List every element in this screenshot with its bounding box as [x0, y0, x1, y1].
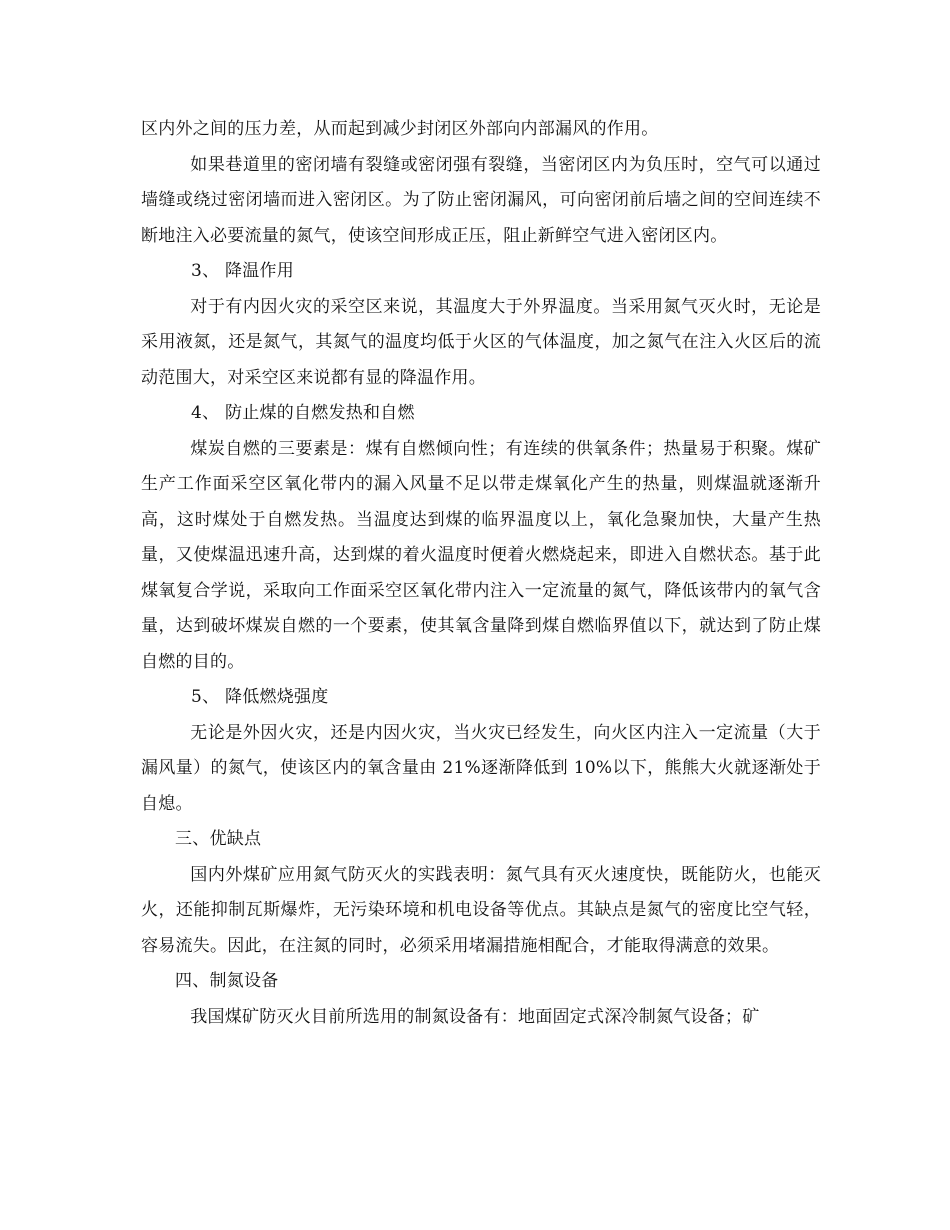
- paragraph-sealed-wall-leakage: 如果巷道里的密闭墙有裂缝或密闭强有裂缝，当密闭区内为负压时，空气可以通过墙缝或绕过密闭墙而进入密闭区。为了防止密闭漏风，可向密闭前后墙之间的空间连续不断地注入必要流量的氮气，使该空间形成正压，阻止新鲜空气进入密闭区内。: [141, 154, 821, 246]
- heading-reduce-combustion-intensity: 5、 降低燃烧强度: [191, 687, 329, 707]
- paragraph-cooling-effect: 对于有内因火灾的采空区来说，其温度大于外界温度。当采用氮气灭火时，无论是采用液氮，还是氮气，其氮气的温度均低于火区的气体温度，加之氮气在注入火区后的流动范围大，对采空区来说都有显的降温作用。: [141, 296, 821, 388]
- heading-nitrogen-equipment: 四、制氮设备: [175, 971, 279, 991]
- paragraph-pressure-difference: 区内外之间的压力差，从而起到减少封闭区外部向内部漏风的作用。: [141, 119, 659, 139]
- paragraph-advantages-disadvantages: 国内外煤矿应用氮气防灭火的实践表明：氮气具有灭火速度快，既能防火，也能灭火，还能抑制瓦斯爆炸，无污染环境和机电设备等优点。其缺点是氮气的密度比空气轻，容易流失。因此，在注氮的同时，必须采用堵漏措施相配合，才能取得满意的效果。: [141, 864, 821, 956]
- paragraph-nitrogen-equipment: 我国煤矿防灭火目前所选用的制氮设备有：地面固定式深冷制氮气设备；矿: [190, 1006, 760, 1027]
- heading-cooling-effect: 3、 降温作用: [191, 261, 294, 281]
- heading-prevent-spontaneous-combustion: 4、 防止煤的自燃发热和自燃: [191, 403, 415, 423]
- heading-advantages-disadvantages: 三、优缺点: [175, 829, 262, 849]
- paragraph-spontaneous-combustion: 煤炭自燃的三要素是：煤有自燃倾向性；有连续的供氧条件；热量易于积聚。煤矿生产工作面采空区氧化带内的漏入风量不足以带走煤氧化产生的热量，则煤温就逐渐升高，这时煤处于自燃发热。当温度达到煤的临界温度以上，氧化急聚加快，大量产生热量，又使煤温迅速升高，达到煤的着火温度时便着火燃烧起来，即进入自燃状态。基于此煤氧复合学说，采取向工作面采空区氧化带内注入一定流量的氮气，降低该带内的氧气含量，达到破坏煤炭自燃的一个要素，使其氧含量降到煤自燃临界值以下，就达到了防止煤自燃的目的。: [141, 438, 821, 672]
- paragraph-reduce-combustion-intensity: 无论是外因火灾，还是内因火灾，当火灾已经发生，向火区内注入一定流量（大于漏风量）的氮气，使该区内的氧含量由 21%逐渐降低到 10%以下，熊熊大火就逐渐处于自熄。: [141, 722, 821, 814]
- document-body: [141, 112, 821, 1035]
